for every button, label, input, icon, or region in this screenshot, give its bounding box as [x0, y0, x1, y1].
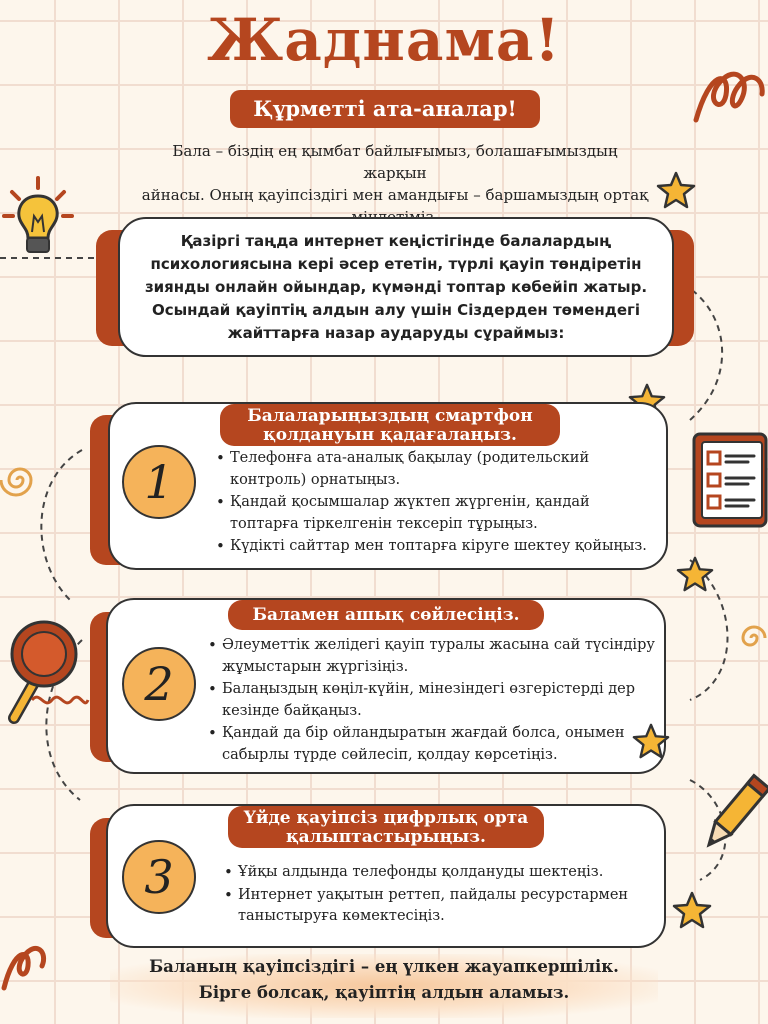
greeting-badge: Құрметті ата-аналар! — [230, 90, 540, 128]
step-3-list-wrap — [222, 862, 662, 929]
step-2-list — [206, 635, 658, 766]
main-message-line: зиянды онлайн ойындар, күмәнді топтар көбейіп жатыр. — [144, 278, 648, 296]
intro-text — [140, 140, 650, 228]
step-1-title — [220, 404, 560, 446]
list-item: • Интернет уақытын реттеп, пайдалы ресурстармен таныстыруға көмектесіңіз. — [238, 885, 662, 928]
list-item: • Күдікті сайттар мен топтарға кіруге шектеу қойыңыз. — [230, 536, 654, 558]
main-message-line: психологиясына кері әсер ететін, түрлі қауіп төндіретін — [150, 255, 642, 273]
step-3-title-line: Үйде қауіпсіз цифрлық орта — [243, 808, 529, 828]
main-message-line: жайттарға назар аударуды сұраймыз: — [227, 324, 565, 342]
list-item: • Қандай қосымшалар жүктеп жүргенін, қандай топтарға тіркелгенін тексеріп тұрыңыз. — [230, 492, 654, 535]
intro-line: Бала – біздің ең қымбат байлығымыз, болашағымыздың жарқын — [172, 142, 618, 182]
spiral-icon — [0, 934, 56, 994]
intro-line: айнасы. Оның қауіпсіздігі мен амандығы – баршамыздың ортақ — [141, 186, 649, 204]
spiral-icon — [734, 618, 768, 658]
main-message-line: Қазіргі таңда интернет кеңістігінде балалардың — [180, 232, 612, 250]
step-2-number-circle — [122, 647, 196, 721]
step-2-list-wrap — [206, 635, 658, 767]
footer-message — [110, 954, 658, 1018]
squiggle-decoration — [30, 690, 90, 710]
star-icon — [656, 170, 696, 210]
step-1-number: 1 — [144, 455, 174, 509]
list-item: • Әлеуметтік желідегі қауіп туралы жасына сай түсіндіру жұмыстарын жүргізіңіз. — [222, 635, 658, 678]
list-item: • Балаңыздың көңіл-күйін, мінезіндегі өзгерістерді дер кезінде байқаңыз. — [222, 679, 658, 722]
star-icon — [672, 890, 712, 930]
step-3-title — [228, 806, 544, 848]
step-1-list — [214, 448, 654, 558]
footer-line: Бірге болсақ, қауіптің алдын аламыз. — [198, 983, 570, 1002]
spiral-icon — [0, 460, 40, 500]
star-icon — [632, 722, 670, 760]
step-1-title-line: Балаларыңыздың смартфон — [247, 406, 533, 426]
step-3-title-line: қалыптастырыңыз. — [286, 827, 486, 847]
main-message-text — [140, 230, 652, 345]
list-item: • Телефонға ата-аналық бақылау (родительский контроль) орнатыңыз. — [230, 448, 654, 491]
spiral-icon — [690, 60, 768, 130]
main-message-line: Осындай қауіптің алдын алу үшін Сіздерден төмендегі — [151, 301, 641, 319]
list-item: • Ұйқы алдында телефонды қолдануды шектеңіз. — [238, 862, 662, 884]
step-2-number: 2 — [144, 657, 174, 711]
step-2-title-line: Баламен ашық сөйлесіңіз. — [252, 605, 520, 625]
step-2-title — [228, 600, 544, 630]
checklist-icon — [690, 430, 768, 530]
lightbulb-icon — [0, 170, 84, 262]
footer-line: Баланың қауіпсіздігі – ең үлкен жауапкершілік. — [149, 957, 619, 976]
page-title: Жаднама! — [207, 6, 561, 74]
pencil-icon — [700, 770, 768, 860]
star-icon — [676, 555, 714, 593]
step-3-number: 3 — [144, 850, 174, 904]
step-3-list — [222, 862, 662, 928]
step-3-number-circle — [122, 840, 196, 914]
step-1-title-line: қолдануын қадағалаңыз. — [263, 425, 517, 445]
list-item: • Қандай да бір ойландыратын жағдай болса, онымен сабырлы түрде сөйлесіп, қолдау көрсетіңіз. — [222, 723, 658, 766]
magnifier-icon — [0, 610, 90, 730]
step-1-list-wrap — [214, 448, 654, 559]
step-1-number-circle — [122, 445, 196, 519]
